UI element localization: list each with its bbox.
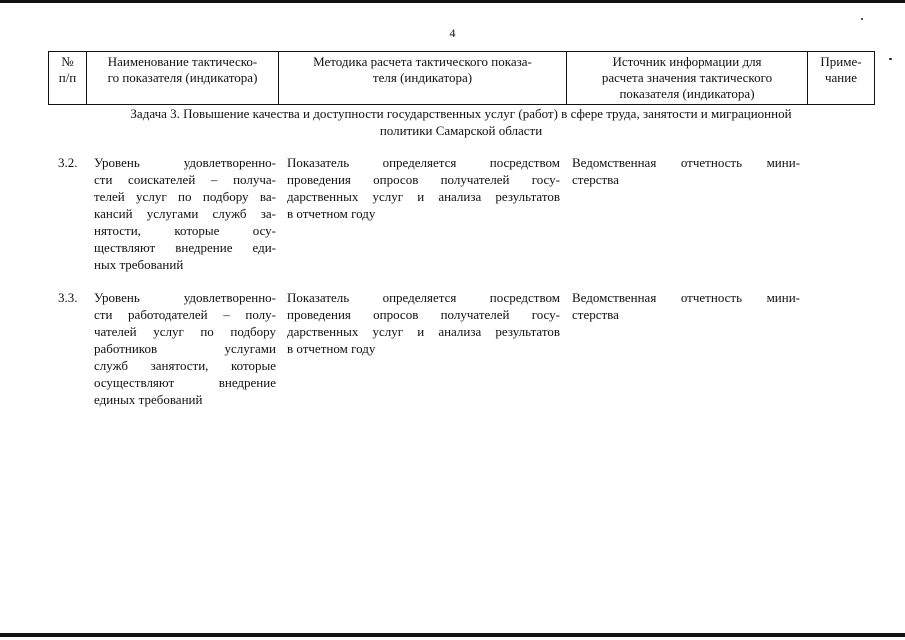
row-source: Ведомственная отчетность мини- стерства bbox=[572, 155, 800, 187]
row-number: 3.3. bbox=[58, 290, 78, 305]
scan-border-bottom bbox=[0, 633, 905, 637]
row-indicator-name: Уровень удовлетворенно- сти работодателей – полу- чателей услуг по подбору работников услугами служб занятости, которые осуществляют внедрение единых требований bbox=[94, 290, 276, 407]
table-header bbox=[48, 51, 875, 105]
scan-speck bbox=[889, 58, 892, 60]
page-number: 4 bbox=[449, 26, 456, 40]
row-source: Ведомственная отчетность мини- стерства bbox=[572, 290, 800, 322]
header-note: Приме- чание bbox=[808, 52, 875, 104]
header-number: № п/п bbox=[49, 52, 87, 104]
task-title: Задача 3. Повышение качества и доступности государственных услуг (работ) в сфере труда, занятости и миграционной политики Самарской области bbox=[130, 106, 792, 138]
scan-speck bbox=[861, 18, 863, 20]
scan-border-top bbox=[0, 0, 905, 3]
header-name: Наименование тактическо- го показателя (индикатора) bbox=[87, 52, 279, 104]
row-indicator-name: Уровень удовлетворенно- сти соискателей – получа- телей услуг по подбору ва- кансий услугами служб за- нятости, которые осу- ществляют внедрение еди- ных требований bbox=[94, 155, 276, 272]
row-method: Показатель определяется посредством проведения опросов получателей госу- дарственных услуг и анализа результатов в отчетном году bbox=[287, 155, 560, 221]
header-source: Источник информации для расчета значения тактического показателя (индикатора) bbox=[567, 52, 808, 104]
row-method: Показатель определяется посредством проведения опросов получателей госу- дарственных услуг и анализа результатов в отчетном году bbox=[287, 290, 560, 356]
header-method: Методика расчета тактического показа- теля (индикатора) bbox=[279, 52, 567, 104]
row-number: 3.2. bbox=[58, 155, 78, 170]
